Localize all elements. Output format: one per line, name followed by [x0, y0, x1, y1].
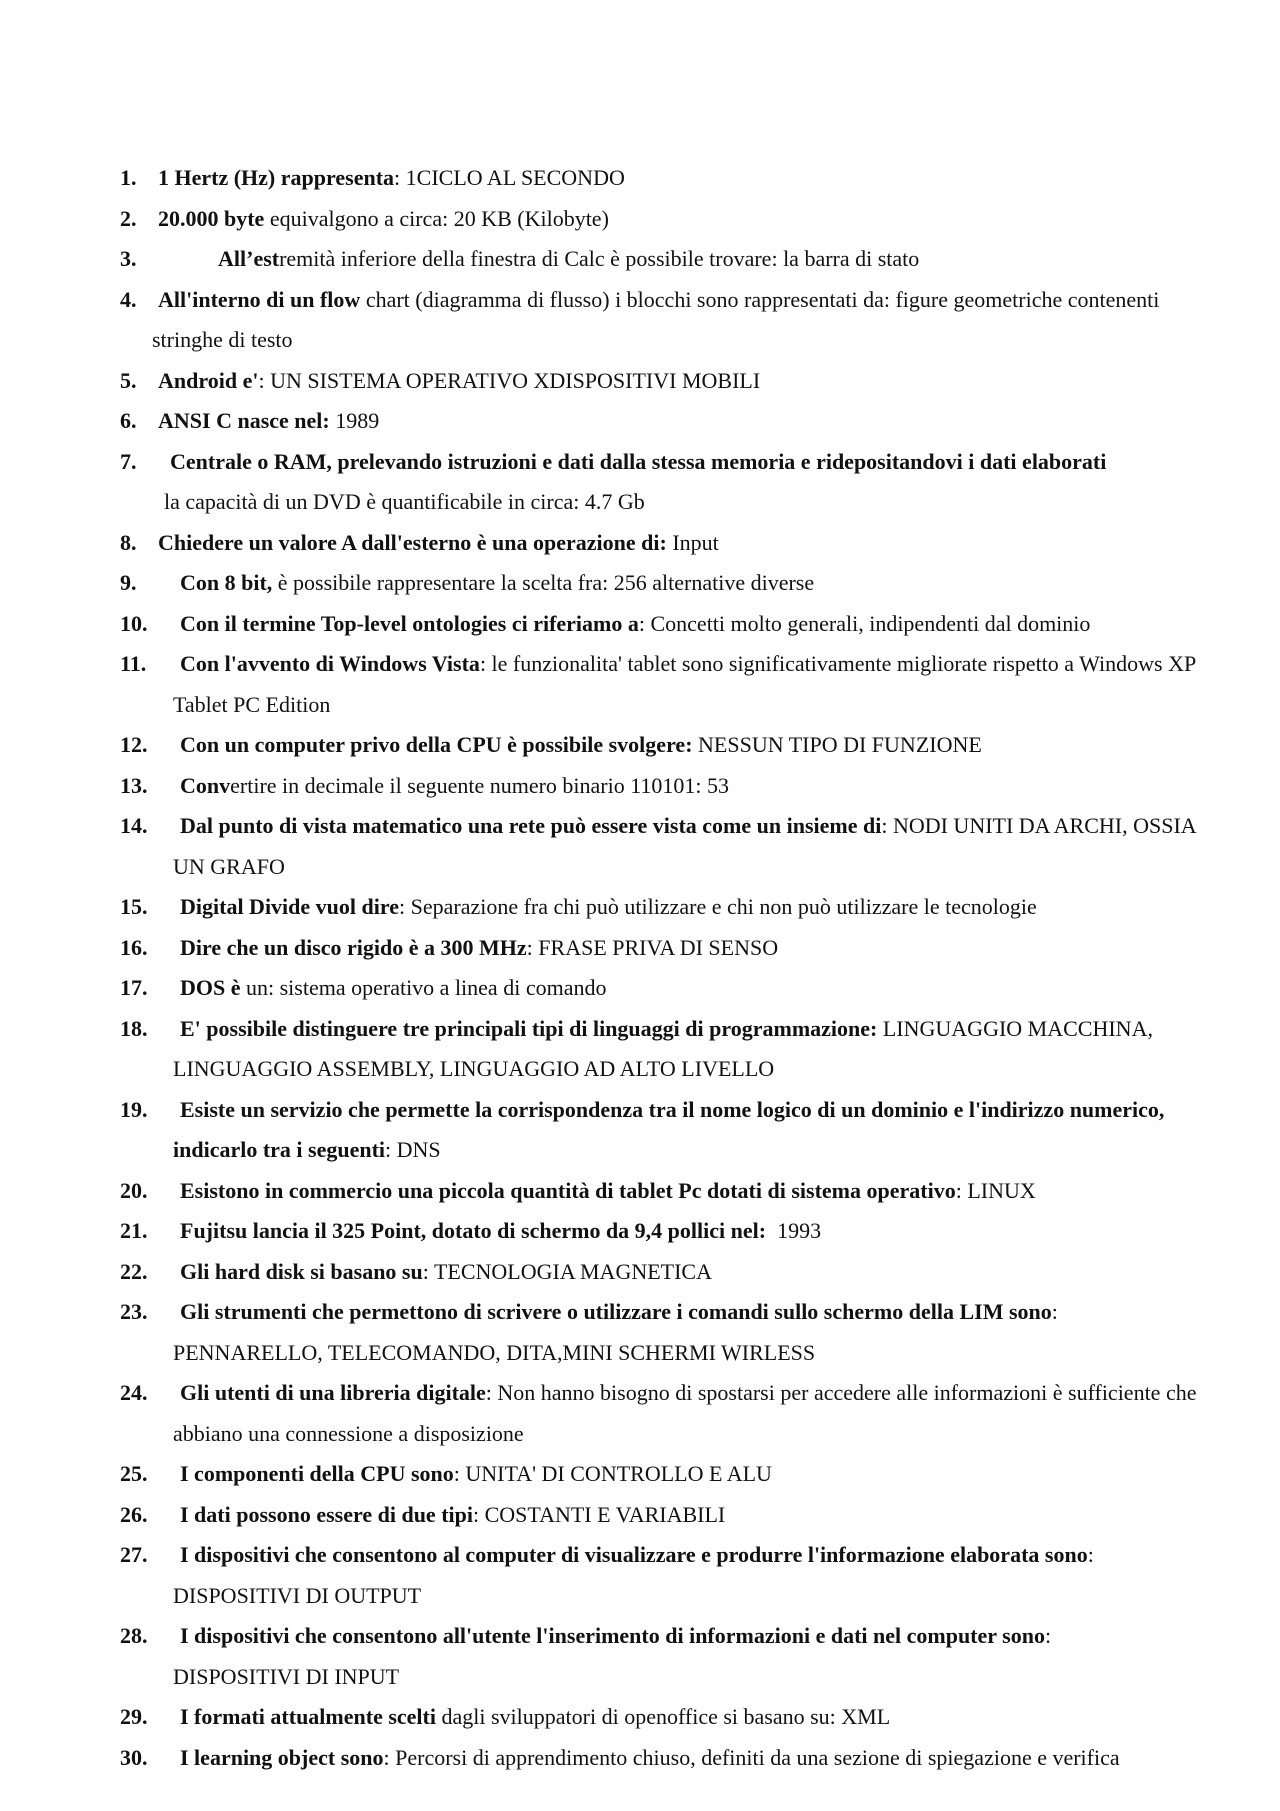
item-number: 1. [120, 165, 137, 190]
item-answer: : Percorsi di apprendimento chiuso, definiti da una sezione di spiegazione e verifica [383, 1744, 1120, 1770]
list-item [120, 1211, 1270, 1252]
item-number: 8. [120, 529, 137, 555]
list-item [120, 604, 1270, 645]
item-number: 14. [120, 813, 148, 838]
item-question: ANSI C nasce nel: [158, 408, 330, 433]
item-number: 13. [120, 772, 148, 798]
list-item [120, 1616, 1270, 1697]
item-number: 6. [120, 408, 137, 433]
item-question: E' possibile distinguere tre principali tipi di linguaggi di programmazione: [180, 1015, 878, 1041]
item-answer: equivalgono a circa: 20 KB (Kilobyte) [264, 205, 609, 231]
item-question: I dati possono essere di due tipi [180, 1501, 473, 1527]
item-number: 24. [120, 1380, 148, 1405]
item-number: 30. [120, 1744, 148, 1770]
item-question: Digital Divide vuol dire [180, 894, 399, 919]
item-number: 26. [120, 1501, 148, 1527]
list-item [120, 1454, 1270, 1495]
list-item [120, 199, 1270, 240]
item-number: 20. [120, 1177, 148, 1203]
item-answer: : Separazione fra chi può utilizzare e chi non può utilizzare le tecnologie [399, 894, 1037, 919]
list-item [120, 401, 1270, 442]
item-question: Con l'avvento di Windows Vista [180, 651, 480, 676]
list-item [120, 928, 1270, 969]
item-answer: è possibile rappresentare la scelta fra: 256 alternative diverse [272, 570, 815, 595]
item-number: 2. [120, 205, 137, 231]
item-question: I formati attualmente scelti [180, 1704, 436, 1729]
item-question: Android e' [158, 367, 259, 393]
list-item [120, 1738, 1270, 1779]
item-number: 4. [120, 286, 137, 312]
item-answer: un: sistema operativo a linea di comando [240, 975, 607, 1000]
item-answer: : [1087, 1542, 1094, 1567]
list-item [120, 1171, 1270, 1212]
item-question: Con un computer privo della CPU è possibile svolgere: [180, 732, 693, 757]
item-number: 10. [120, 610, 148, 636]
list-item [120, 1495, 1270, 1536]
list-item [120, 1697, 1270, 1738]
item-answer: : [1051, 1299, 1058, 1324]
item-continuation: : DNS [385, 1137, 441, 1162]
item-number: 27. [120, 1542, 148, 1567]
item-question: I dispositivi che consentono all'utente l'inserimento di informazioni e dati nel computer sono [180, 1623, 1045, 1648]
item-answer: : LINUX [955, 1177, 1036, 1203]
item-question: Gli utenti di una libreria digitale [180, 1380, 486, 1405]
item-answer: : UNITA' DI CONTROLLO E ALU [453, 1461, 772, 1486]
item-question: Centrale o RAM, prelevando istruzioni e dati dalla stessa memoria e ridepositandovi i dati elaborati [170, 448, 1107, 474]
item-question: All’est [218, 246, 280, 271]
list-item [120, 1292, 1270, 1373]
item-question: 1 Hertz (Hz) rappresenta [158, 165, 395, 190]
item-question: 20.000 byte [158, 205, 265, 231]
list-item [120, 1373, 1270, 1454]
item-question: Gli strumenti che permettono di scrivere o utilizzare i comandi sullo schermo della LIM sono [180, 1299, 1052, 1324]
list-item [120, 442, 1270, 523]
item-answer: LINGUAGGIO MACCHINA, [877, 1015, 1153, 1041]
item-number: 22. [120, 1258, 148, 1284]
item-number: 29. [120, 1704, 148, 1729]
item-continuation: DISPOSITIVI DI OUTPUT [173, 1582, 422, 1608]
item-continuation: DISPOSITIVI DI INPUT [173, 1663, 400, 1689]
list-item [120, 239, 1270, 280]
item-number: 25. [120, 1461, 148, 1486]
list-item [120, 1090, 1270, 1171]
item-answer: Input [666, 529, 719, 555]
list-item [120, 1535, 1270, 1616]
item-continuation-question: indicarlo tra i seguenti [173, 1137, 386, 1162]
item-question: Con il termine Top-level ontologies ci riferiamo a [180, 610, 639, 636]
question-list [120, 158, 1270, 1778]
list-item [120, 968, 1270, 1009]
item-number: 11. [120, 651, 147, 676]
list-item [120, 563, 1270, 604]
item-question: Gli hard disk si basano su [180, 1258, 423, 1284]
item-number: 28. [120, 1623, 148, 1648]
item-answer: NESSUN TIPO DI FUNZIONE [692, 732, 982, 757]
item-continuation: la capacità di un DVD è quantificabile in circa: 4.7 Gb [164, 489, 645, 514]
item-continuation: LINGUAGGIO ASSEMBLY, LINGUAGGIO AD ALTO LIVELLO [173, 1056, 775, 1081]
item-continuation: abbiano una connessione a disposizione [173, 1420, 524, 1446]
item-number: 12. [120, 732, 148, 757]
item-question: I dispositivi che consentono al computer di visualizzare e produrre l'informazione elaborata sono [180, 1542, 1088, 1567]
item-question: Con 8 bit, [180, 570, 273, 595]
item-answer: 1993 [766, 1218, 822, 1243]
item-number: 9. [120, 570, 137, 595]
item-answer: : Concetti molto generali, indipendenti dal dominio [638, 610, 1091, 636]
list-item [120, 1252, 1270, 1293]
list-item [120, 644, 1270, 725]
item-question: Fujitsu lancia il 325 Point, dotato di schermo da 9,4 pollici nel: [180, 1218, 767, 1243]
item-number: 19. [120, 1096, 148, 1122]
list-item [120, 766, 1270, 807]
item-question: Dal punto di vista matematico una rete può essere vista come un insieme di [180, 813, 882, 838]
item-number: 16. [120, 934, 148, 960]
item-answer: : le funzionalita' tablet sono significativamente migliorate rispetto a Windows XP [479, 651, 1197, 676]
item-question: Chiedere un valore A dall'esterno è una operazione di: [158, 529, 667, 555]
item-continuation: stringhe di testo [152, 327, 293, 352]
item-answer: remità inferiore della finestra di Calc è possibile trovare: la barra di stato [279, 246, 920, 271]
item-answer: : COSTANTI E VARIABILI [472, 1501, 726, 1527]
item-number: 17. [120, 975, 148, 1000]
item-answer: ertire in decimale il seguente numero binario 110101: 53 [230, 772, 730, 798]
list-item [120, 523, 1270, 564]
item-answer: : FRASE PRIVA DI SENSO [526, 934, 779, 960]
item-question: DOS è [180, 975, 241, 1000]
item-answer: : TECNOLOGIA MAGNETICA [422, 1258, 712, 1284]
item-question: Esistono in commercio una piccola quantità di tablet Pc dotati di sistema operativo [180, 1177, 956, 1203]
item-number: 21. [120, 1218, 148, 1243]
item-number: 18. [120, 1015, 148, 1041]
item-number: 5. [120, 367, 137, 393]
item-question: I componenti della CPU sono [180, 1461, 454, 1486]
item-answer: : 1CICLO AL SECONDO [394, 165, 625, 190]
list-item [120, 887, 1270, 928]
item-answer: dagli sviluppatori di openoffice si basano su: XML [435, 1704, 891, 1729]
item-answer: : NODI UNITI DA ARCHI, OSSIA [881, 813, 1197, 838]
list-item [120, 280, 1270, 361]
list-item [120, 806, 1270, 887]
item-question: All'interno di un flow [158, 286, 361, 312]
item-continuation: PENNARELLO, TELECOMANDO, DITA,MINI SCHERMI WIRLESS [173, 1339, 816, 1365]
item-answer: : Non hanno bisogno di spostarsi per accedere alle informazioni è sufficiente che [485, 1380, 1197, 1405]
item-answer: : [1044, 1623, 1052, 1648]
list-item [120, 158, 1270, 199]
list-item [120, 1009, 1270, 1090]
item-answer: chart (diagramma di flusso) i blocchi sono rappresentati da: figure geometriche contenenti [360, 286, 1160, 312]
item-question: Dire che un disco rigido è a 300 MHz [180, 934, 527, 960]
item-answer: 1989 [329, 408, 380, 433]
item-number: 7. [120, 448, 137, 474]
item-answer: : UN SISTEMA OPERATIVO XDISPOSITIVI MOBILI [258, 367, 761, 393]
item-number: 15. [120, 894, 148, 919]
item-continuation: UN GRAFO [173, 853, 285, 879]
list-item [120, 725, 1270, 766]
list-item [120, 361, 1270, 402]
item-question: Esiste un servizio che permette la corrispondenza tra il nome logico di un dominio e l'indirizzo numerico, [180, 1096, 1165, 1122]
item-continuation: Tablet PC Edition [173, 691, 331, 717]
item-number: 3. [120, 246, 137, 271]
item-question: I learning object sono [180, 1744, 384, 1770]
item-question: Conv [180, 772, 231, 798]
item-number: 23. [120, 1299, 148, 1324]
